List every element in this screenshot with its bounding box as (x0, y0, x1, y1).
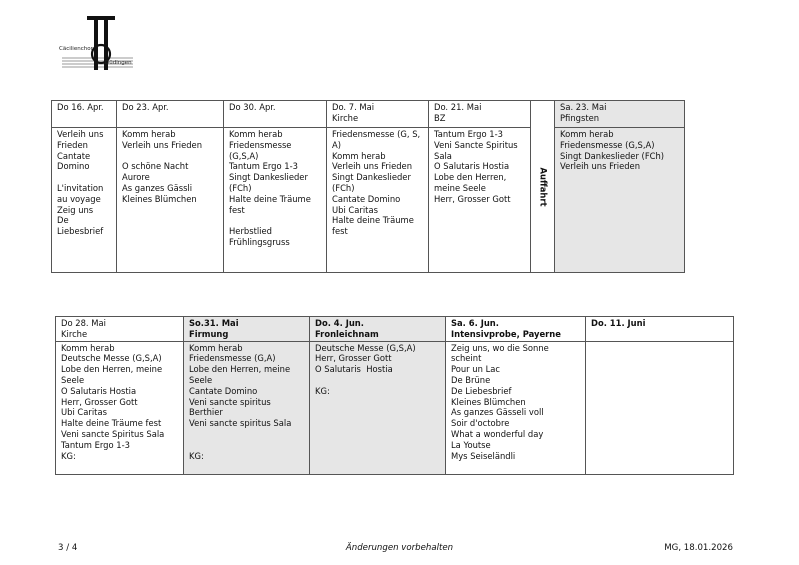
date-header (117, 101, 224, 128)
cell-line: Komm herab (229, 129, 283, 139)
song-list (429, 128, 531, 273)
cell-line: Kleines Blümchen (451, 396, 526, 407)
cell-line: A) (332, 139, 341, 150)
cell-line: Do 23. Apr. (122, 102, 169, 112)
date-header (555, 101, 685, 128)
holiday-label-cell (531, 101, 555, 273)
cell-line: Friedensmesse (G,S,A) (560, 139, 655, 150)
cell-line: BZ (434, 112, 446, 123)
logo-text-top: Cäcilienchor (59, 46, 93, 52)
date-header (327, 101, 429, 128)
cell-line: O Salutaris Hostia (61, 385, 137, 396)
cell-line: Zeig uns (57, 204, 94, 215)
cell-line: fest (229, 204, 245, 215)
date-header (429, 101, 531, 128)
cell-line: Deutsche Messe (G,S,A) (315, 342, 416, 353)
cell-line: Singt Dankeslieder (229, 172, 308, 183)
cell-line: Cantate (57, 150, 91, 161)
cell-line: De (57, 215, 69, 226)
cell-line (189, 429, 304, 440)
cell-line: Do 30. Apr. (229, 102, 276, 112)
cell-line: Tantum Ergo 1-3 (434, 129, 503, 139)
cell-line: Lobe den Herren, meine (189, 364, 291, 375)
cell-line: Zeig uns, wo die Sonne scheint (451, 342, 552, 364)
cell-line: Komm herab (122, 129, 176, 139)
song-list (56, 341, 184, 474)
cell-line: Ubi Caritas (61, 407, 107, 418)
cell-line: Cantate Domino (332, 193, 401, 204)
cell-line: L'invitation (57, 182, 104, 193)
cell-line: Veni sancte spiritus Sala (189, 418, 292, 429)
cell-line: As ganzes Gässli (122, 182, 193, 193)
cell-line: De Liebesbrief (451, 385, 512, 396)
cell-line: KG: (315, 385, 330, 396)
cell-line: Herbstlied (229, 226, 272, 237)
cell-line: Sa. 6. Jun. (451, 318, 499, 328)
cell-line: Intensivprobe, Payerne (451, 328, 561, 339)
cell-line: What a wonderful day (451, 428, 544, 439)
cell-line: (G,S,A) (229, 150, 259, 161)
cell-line: Veni sancte Spiritus Sala (61, 428, 165, 439)
cell-line: Halte deine Träume fest (61, 418, 162, 429)
song-list (184, 341, 310, 474)
cell-line: Verleih uns (57, 129, 104, 139)
song-list (224, 128, 327, 273)
song-list (446, 341, 586, 474)
cell-line: Ubi Caritas (332, 204, 378, 215)
cell-line: Kirche (61, 328, 88, 339)
cell-line: Deutsche Messe (G,S,A) (61, 353, 162, 364)
song-list (555, 128, 685, 273)
cell-line: Friedensmesse (G, S, (332, 129, 421, 139)
cell-line: Singt Dankeslieder (332, 172, 411, 183)
song-list (52, 128, 117, 273)
cell-line: Pour un Lac (451, 364, 500, 375)
cell-line: au voyage (57, 193, 101, 204)
cell-line: Singt Dankeslieder (FCh) (560, 150, 665, 161)
cell-line: Verleih uns Frieden (332, 161, 412, 172)
cell-line: Frieden (57, 139, 88, 150)
cell-line: Komm herab (189, 342, 243, 353)
cell-line: Komm herab (61, 342, 115, 353)
cell-line: (FCh) (229, 182, 252, 193)
cell-line: Verleih uns Frieden (122, 139, 202, 150)
cell-line: Pfingsten (560, 112, 600, 123)
cell-line: Verleih uns Frieden (560, 161, 640, 172)
cell-line: Liebesbrief (57, 226, 104, 237)
song-list (327, 128, 429, 273)
date-header (224, 101, 327, 128)
cell-line: Frühlingsgruss (229, 236, 290, 247)
choir-logo (57, 14, 137, 72)
schedule-table-april-may (51, 100, 685, 273)
cell-line: Berthier (189, 407, 223, 418)
cell-line: Veni Sancte Spiritus (434, 139, 518, 150)
cell-line: O Salutaris Hostia (434, 161, 510, 172)
cell-line: Lobe den Herren, meine (61, 364, 163, 375)
cell-line: Sala (434, 150, 452, 161)
footer-note: Änderungen vorbehalten (345, 543, 454, 553)
cell-line: Soir d'octobre (451, 418, 510, 429)
cell-line: As ganzes Gässeli voll (451, 407, 544, 418)
logo-text-bottom: Düdingen (105, 60, 132, 66)
cell-line: Komm herab (332, 150, 386, 161)
cell-line: Do 16. Apr. (57, 102, 104, 112)
cell-line (189, 440, 304, 451)
cell-line: Do 28. Mai (61, 318, 106, 328)
cell-line: Mys Seiseländli (451, 450, 516, 461)
date-header (56, 317, 184, 342)
cell-line: Kleines Blümchen (122, 193, 197, 204)
cell-line: Domino (57, 161, 90, 172)
cell-line: Halte deine Träume (332, 215, 414, 226)
cell-line: De Brüne (451, 374, 491, 385)
cell-line: Do. 7. Mai (332, 102, 375, 112)
cell-line: Tantum Ergo 1-3 (229, 161, 298, 172)
cell-line (57, 172, 111, 183)
song-list (586, 341, 734, 474)
cell-line: Firmung (189, 328, 229, 339)
cell-line: Cantate Domino (189, 385, 258, 396)
cell-line: (FCh) (332, 182, 355, 193)
cell-line: Herr, Grosser Gott (61, 396, 138, 407)
cell-line: KG: (61, 450, 76, 461)
song-list (310, 341, 446, 474)
cell-line: Komm herab (560, 129, 614, 139)
page-number: 3 / 4 (58, 543, 78, 553)
cell-line: fest (332, 226, 348, 237)
cell-line: Lobe den Herren, (434, 172, 507, 183)
date-header (52, 101, 117, 128)
date-header (310, 317, 446, 342)
cell-line: KG: (189, 450, 204, 461)
date-header (586, 317, 734, 342)
cell-line: Fronleichnam (315, 328, 379, 339)
cell-line: Do. 11. Juni (591, 318, 646, 328)
cell-line (315, 375, 440, 386)
cell-line (229, 215, 321, 226)
holiday-label: Auffahrt (537, 167, 548, 206)
cell-line (122, 151, 218, 162)
cell-line: Herr, Grosser Gott (315, 353, 392, 364)
cell-line: meine Seele (434, 182, 486, 193)
cell-line: Herr, Grosser Gott (434, 193, 511, 204)
footer-author-date: MG, 18.01.2026 (664, 543, 733, 553)
schedule-table-may-june (55, 316, 734, 475)
cell-line: Friedensmesse (229, 139, 292, 150)
cell-line: Veni sancte spiritus (189, 396, 271, 407)
cell-line: Do. 4. Jun. (315, 318, 364, 328)
cell-line: Do. 21. Mai (434, 102, 482, 112)
cell-line: So.31. Mai (189, 318, 239, 328)
cell-line: O schöne Nacht (122, 161, 189, 172)
cell-line: Seele (61, 374, 85, 385)
cell-line: Friedensmesse (G,A) (189, 353, 276, 364)
cell-line: Halte deine Träume (229, 193, 311, 204)
cell-line: Seele (189, 374, 213, 385)
cell-line: Tantum Ergo 1-3 (61, 439, 130, 450)
cell-line: La Youtse (451, 439, 491, 450)
date-header (446, 317, 586, 342)
cell-line: O Salutaris Hostia (315, 364, 393, 375)
date-header (184, 317, 310, 342)
cell-line: Kirche (332, 112, 359, 123)
song-list (117, 128, 224, 273)
cell-line: Sa. 23. Mai (560, 102, 607, 112)
cell-line: Aurore (122, 172, 150, 183)
